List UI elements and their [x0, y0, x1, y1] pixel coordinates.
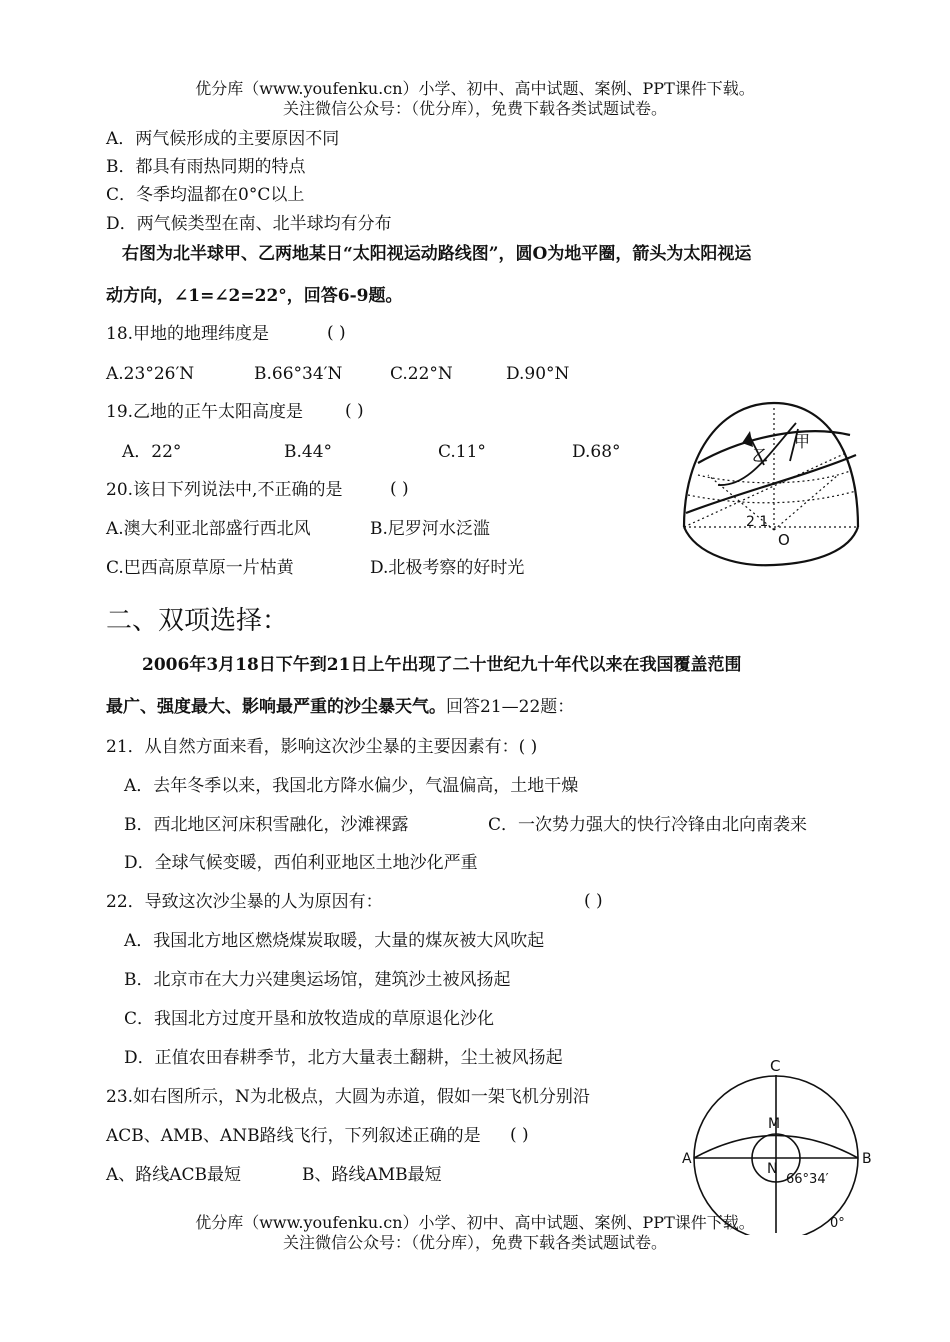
q20-option-a: A.澳大利亚北部盛行西北风: [106, 519, 311, 539]
prev-option-d: D．两气候类型在南、北半球均有分布: [106, 214, 392, 234]
footer-line-1: 优分库（www.youfenku.cn）小学、初中、高中试题、案例、PPT课件下载。: [195, 1213, 755, 1232]
section-2-title: 二、双项选择：: [106, 606, 289, 636]
q20-option-d: D.北极考察的好时光: [370, 558, 525, 578]
q23-answer-bracket: ( ): [510, 1125, 529, 1145]
label-c: C: [770, 1057, 781, 1075]
sun-path-diagram: [678, 395, 862, 570]
intro-sun-line-2: 动方向，∠1=∠2=22°，回答6-9题。: [106, 286, 403, 306]
q22-option-b: B．北京市在大力兴建奥运场馆，建筑沙土被风扬起: [124, 970, 511, 990]
intro-dust-line-2: [106, 696, 574, 718]
q18-option-c: C.22°N: [390, 364, 453, 384]
q18-option-b: B.66°34′N: [254, 364, 343, 384]
label-equator-0: 0°: [830, 1216, 845, 1231]
intro-dust-tail: 回答21—22题：: [446, 697, 575, 717]
q21-stem: 21．从自然方面来看，影响这次沙尘暴的主要因素有：( ): [106, 737, 538, 757]
label-n: N: [767, 1161, 778, 1177]
dotted-arc-1: [688, 491, 856, 503]
q20-answer-bracket: ( ): [390, 479, 409, 499]
label-jia: 甲: [794, 432, 811, 451]
label-angle: 2 1: [746, 514, 769, 530]
q22-option-a: A．我国北方地区燃烧煤炭取暖，大量的煤灰被大风吹起: [124, 931, 545, 951]
label-a: A: [682, 1151, 692, 1167]
q21-option-d: D．全球气候变暖，西伯利亚地区土地沙化严重: [124, 853, 478, 873]
q21-option-a: A．去年冬季以来，我国北方降水偏少，气温偏高，土地干燥: [124, 776, 579, 796]
q22-option-c: C．我国北方过度开垦和放牧造成的草原退化沙化: [124, 1009, 495, 1029]
q19-option-c: C.11°: [438, 442, 486, 462]
q23-option-a: A、路线ACB最短: [106, 1165, 242, 1185]
q22-answer-bracket: ( ): [584, 891, 603, 911]
q19-option-a: A．22°: [122, 442, 182, 462]
q20-option-c: C.巴西高原草原一片枯黄: [106, 558, 294, 578]
q22-option-d: D．正值农田春耕季节，北方大量表土翻耕，尘土被风扬起: [124, 1048, 563, 1068]
dotted-arc-2: [698, 471, 850, 483]
intro-dust-line-1: 2006年3月18日下午到21日上午出现了二十世纪九十年代以来在我国覆盖范围: [142, 655, 742, 675]
q18-option-a: A.23°26′N: [106, 364, 195, 384]
q18-answer-bracket: ( ): [327, 323, 346, 343]
label-latitude: 66°34′: [786, 1172, 829, 1187]
q19-option-d: D.68°: [572, 442, 621, 462]
q20-option-b: B.尼罗河水泛滥: [370, 519, 490, 539]
intro-sun-line-1: 右图为北半球甲、乙两地某日“太阳视运动路线图”，圆O为地平圈，箭头为太阳视运: [122, 244, 752, 264]
intro-dust-bold: 最广、强度最大、影响最严重的沙尘暴天气。: [106, 697, 446, 717]
q21-option-c: C．一次势力强大的快行冷锋由北向南袭来: [488, 815, 808, 835]
label-yi: 乙: [752, 446, 769, 465]
prev-option-b: B．都具有雨热同期的特点: [106, 157, 306, 177]
q23-stem-line-1: 23.如右图所示，N为北极点，大圆为赤道，假如一架飞机分别沿: [106, 1087, 590, 1107]
prev-option-c: C．冬季均温都在0°C以上: [106, 185, 305, 205]
q23-stem-line-2: ACB、AMB、ANB路线飞行，下列叙述正确的是: [106, 1126, 481, 1146]
q18-option-d: D.90°N: [506, 364, 570, 384]
header-line-2: 关注微信公众号：（优分库），免费下载各类试题试卷。: [282, 99, 667, 118]
label-o: O: [778, 531, 790, 549]
q19-stem: 19.乙地的正午太阳高度是: [106, 402, 304, 422]
q22-stem: 22．导致这次沙尘暴的人为原因有：: [106, 892, 383, 912]
label-b: B: [862, 1151, 872, 1167]
q23-option-b: B、路线AMB最短: [302, 1165, 442, 1185]
horizon-lower-rim: [684, 527, 858, 565]
q21-option-b: B．西北地区河床积雪融化，沙滩裸露: [124, 815, 409, 835]
header-line-1: 优分库（www.youfenku.cn）小学、初中、高中试题、案例、PPT课件下载。: [195, 79, 755, 98]
q19-answer-bracket: ( ): [345, 401, 364, 421]
q18-stem: 18.甲地的地理纬度是: [106, 324, 270, 344]
sun-path-arc-yi: [686, 455, 856, 513]
q19-option-b: B.44°: [284, 442, 333, 462]
label-m: M: [768, 1116, 781, 1132]
footer-line-2: 关注微信公众号：（优分库），免费下载各类试题试卷。: [282, 1233, 667, 1252]
q20-stem: 20.该日下列说法中,不正确的是: [106, 480, 343, 500]
earth-route-diagram: [680, 1055, 880, 1235]
prev-option-a: A．两气候形成的主要原因不同: [106, 129, 340, 149]
